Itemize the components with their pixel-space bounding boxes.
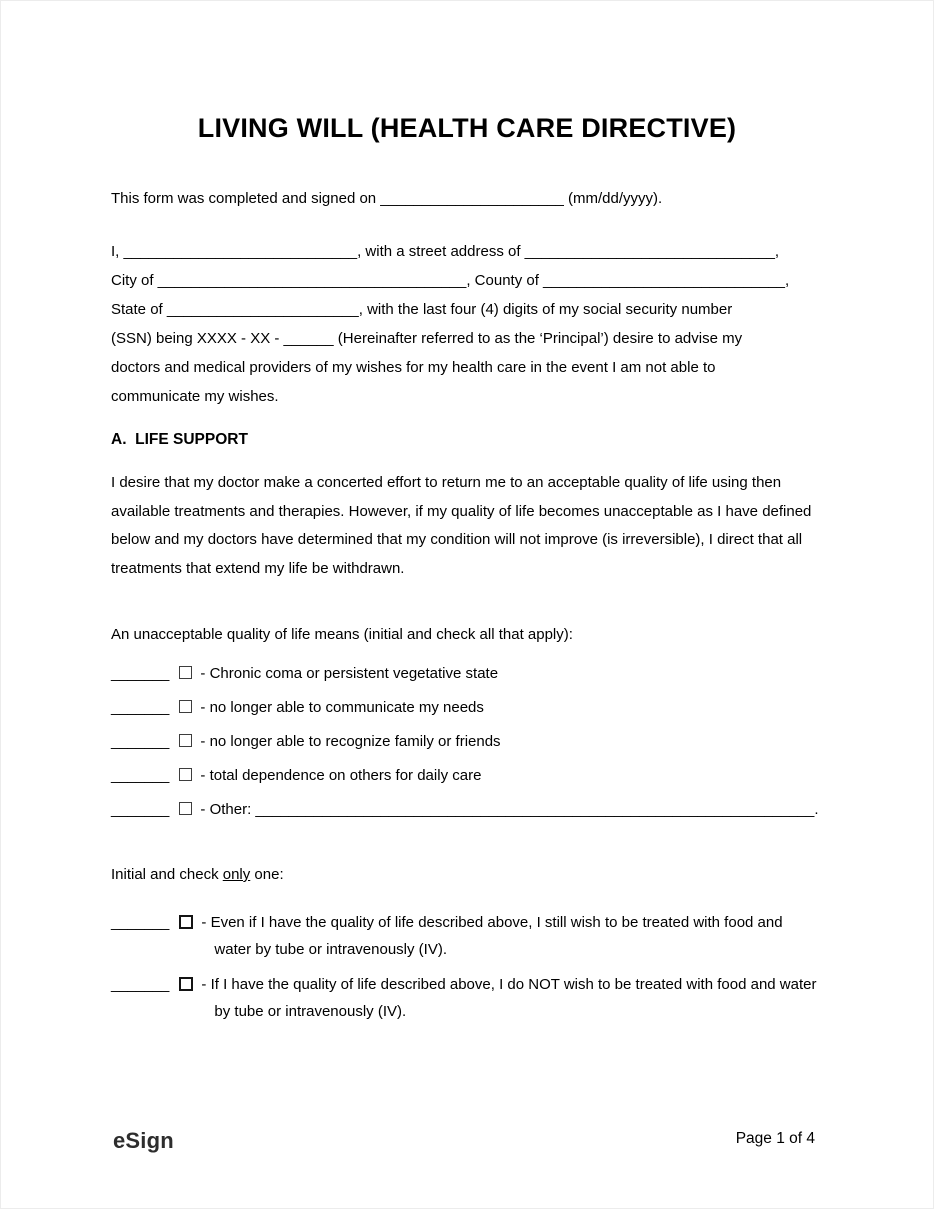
check-only-one-list — [111, 909, 823, 1025]
intro-line: doctors and medical providers of my wishes for my health care in the event I am not able to — [111, 359, 716, 376]
checkbox-icon[interactable] — [179, 768, 192, 781]
checkbox-icon[interactable] — [179, 700, 192, 713]
checklist-item-label: - no longer able to recognize family or friends — [200, 733, 501, 750]
initials-blank: _______ — [111, 665, 170, 682]
checklist-item-label: - Chronic coma or persistent vegetative state — [200, 665, 499, 682]
intro-line: City of _____________________________________, County of _____________________________, — [111, 272, 790, 289]
intro-line: (SSN) being XXXX - XX - ______ (Hereinafter referred to as the ‘Principal’) desire to advise my — [111, 330, 743, 347]
checklist-item — [111, 971, 823, 1025]
initials-blank: _______ — [111, 801, 170, 818]
prompt-text: Initial and check — [111, 866, 223, 883]
checkbox-icon[interactable] — [179, 734, 192, 747]
intro-paragraph — [111, 237, 823, 411]
checkbox-icon[interactable] — [179, 915, 193, 929]
esign-logo: eSign — [113, 1128, 174, 1153]
checklist-item — [111, 767, 823, 784]
checklist-item — [111, 733, 823, 750]
intro-line: I, ____________________________, with a street address of ______________________________, — [111, 243, 780, 260]
checklist-item-label: - Other: ___________________________________________________________________. — [200, 801, 819, 818]
intro-line: communicate my wishes. — [111, 388, 279, 405]
checklist-item — [111, 699, 823, 716]
checklist-item — [111, 665, 823, 682]
intro-line: State of _______________________, with the last four (4) digits of my social security number — [111, 301, 733, 318]
checklist-item-label: - Even if I have the quality of life described above, I still wish to be treated with food and water by tube or intravenously (IV). — [201, 914, 783, 958]
checkbox-icon[interactable] — [179, 977, 193, 991]
checklist-item-label: - If I have the quality of life described above, I do NOT wish to be treated with food and water by tube or intravenously (IV). — [201, 976, 817, 1020]
initials-blank: _______ — [111, 699, 170, 716]
checkbox-icon[interactable] — [179, 666, 192, 679]
initials-blank: _______ — [111, 767, 170, 784]
section-a-body: I desire that my doctor make a concerted effort to return me to an acceptable quality of life using then available treatments and therapies. However, if my quality of life becomes unacceptable as I have defined below and my doctors have determined that my condition will not improve (is irreversible), I direct that all treatments that extend my life be withdrawn. — [111, 474, 812, 577]
initials-blank: _______ — [111, 976, 170, 993]
checklist-item — [111, 909, 823, 963]
checklist-item-label: - total dependence on others for daily care — [200, 767, 482, 784]
initials-blank: _______ — [111, 914, 170, 931]
checkbox-icon[interactable] — [179, 802, 192, 815]
signed-date-line: This form was completed and signed on ______________________ (mm/dd/yyyy). — [111, 190, 663, 207]
check-only-one-prompt — [111, 866, 823, 883]
prompt-underlined-word: only — [222, 866, 251, 883]
section-a-heading: A. LIFE SUPPORT — [111, 431, 248, 448]
checklist-item — [111, 801, 823, 818]
quality-of-life-checklist — [111, 665, 823, 818]
quality-of-life-prompt: An unacceptable quality of life means (initial and check all that apply): — [111, 626, 573, 643]
prompt-text: one: — [250, 866, 284, 883]
checklist-item-label: - no longer able to communicate my needs — [200, 699, 484, 716]
page-indicator: Page 1 of 4 — [735, 1130, 815, 1147]
initials-blank: _______ — [111, 733, 170, 750]
page-title: LIVING WILL (HEALTH CARE DIRECTIVE) — [197, 113, 737, 143]
